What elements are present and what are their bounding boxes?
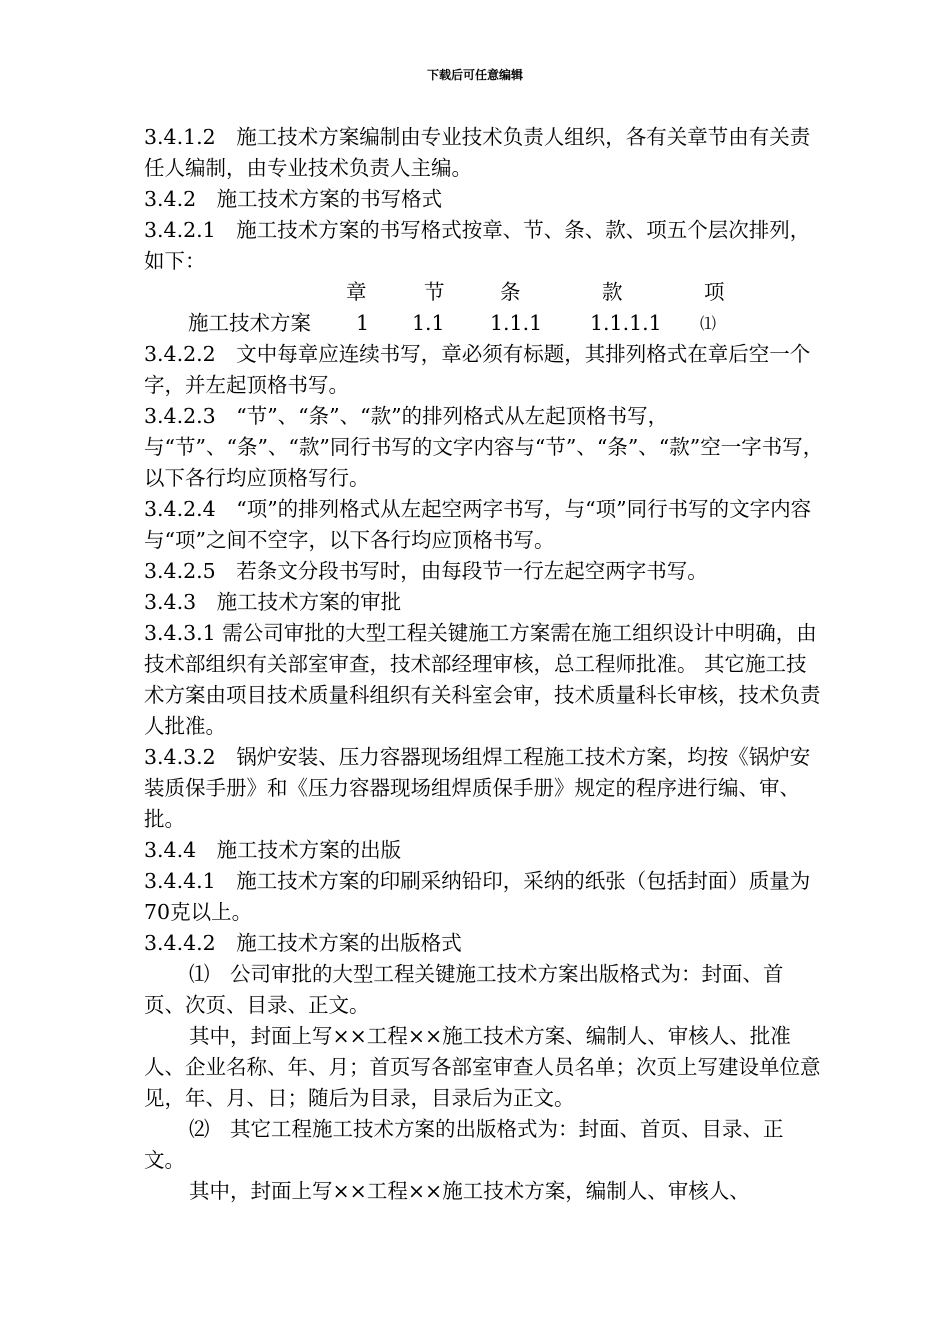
item-2-detail: 其中，封面上写××工程××施工技术方案，编制人、审核人、	[189, 1179, 750, 1203]
paragraph-3-4-3-1: 3.4.3.1 需公司审批的大型工程关键施工方案需在施工组织设计中明确，由技术部组织有关部室审查，技术部经理审核，总工程师批准。 其它施工技术方案由项目技术质量科组织有关科室会审，技术质量科长审核，技术负责人批准。	[144, 621, 821, 738]
paragraph-3-4-2-1: 3.4.2.1 施工技术方案的书写格式按章、节、条、款、项五个层次排列，如下：	[144, 218, 811, 273]
hierarchy-example-article: 1.1.1	[490, 311, 543, 335]
document-body	[144, 122, 824, 1207]
paragraph-3-4-3-2: 3.4.3.2 锅炉安装、压力容器现场组焊工程施工技术方案，均按《锅炉安装质保手册》和《压力容器现场组焊质保手册》规定的程序进行编、审、批。	[144, 745, 811, 831]
hierarchy-example-chapter: 1	[356, 311, 370, 335]
hierarchy-row-label: 施工技术方案	[188, 311, 311, 335]
item-1: ⑴ 公司审批的大型工程关键施工技术方案出版格式为：封面、首页、次页、目录、正文。	[144, 962, 784, 1017]
hierarchy-heading-clause: 款	[602, 280, 623, 304]
heading-3-4-2: 3.4.2 施工技术方案的书写格式	[144, 187, 443, 211]
paragraph-3-4-4-1: 3.4.4.1 施工技术方案的印刷采纳铅印，采纳的纸张（包括封面）质量为70克以上。	[144, 869, 811, 924]
item-1-detail: 其中，封面上写××工程××施工技术方案、编制人、审核人、批准人、企业名称、年、月；首页写各部室审查人员名单；次页上写建设单位意见，年、月、日；随后为目录，目录后为正文。	[144, 1024, 821, 1110]
hierarchy-heading-item: 项	[704, 280, 725, 304]
paragraph-3-4-2-3: 3.4.2.3 “节”、“条”、“款”的排列格式从左起顶格书写，与“节”、“条”、“款”同行书写的文字内容与“节”、“条”、“款”空一字书写，以下各行均应顶格写行。	[144, 404, 824, 490]
hierarchy-example-clause: 1.1.1.1	[590, 311, 662, 335]
paragraph-3-4-1-2: 3.4.1.2 施工技术方案编制由专业技术负责人组织，各有关章节由有关责任人编制，由专业技术负责人主编。	[144, 125, 811, 180]
hierarchy-heading-article: 条	[500, 280, 521, 304]
hierarchy-example-item: ⑴	[700, 314, 717, 333]
hierarchy-example-section: 1.1	[412, 311, 445, 335]
hierarchy-heading-row	[144, 277, 824, 308]
page-header: 下载后可任意编辑	[426, 68, 523, 82]
heading-3-4-3: 3.4.3 施工技术方案的审批	[144, 590, 402, 614]
paragraph-3-4-2-4: 3.4.2.4 “项”的排列格式从左起空两字书写，与“项”同行书写的文字内容与“项”之间不空字，以下各行均应顶格书写。	[144, 497, 812, 552]
paragraph-3-4-4-2: 3.4.4.2 施工技术方案的出版格式	[144, 931, 462, 955]
hierarchy-heading-section: 节	[424, 280, 445, 304]
paragraph-3-4-2-5: 3.4.2.5 若条文分段书写时，由每段节一行左起空两字书写。	[144, 559, 708, 583]
hierarchy-format-table	[144, 277, 824, 339]
item-2: ⑵ 其它工程施工技术方案的出版格式为：封面、首页、目录、正文。	[144, 1117, 784, 1172]
heading-3-4-4: 3.4.4 施工技术方案的出版	[144, 838, 402, 862]
paragraph-3-4-2-2: 3.4.2.2 文中每章应连续书写，章必须有标题，其排列格式在章后空一个字，并左起顶格书写。	[144, 342, 811, 397]
hierarchy-heading-chapter: 章	[346, 280, 367, 304]
hierarchy-example-row	[144, 308, 824, 339]
